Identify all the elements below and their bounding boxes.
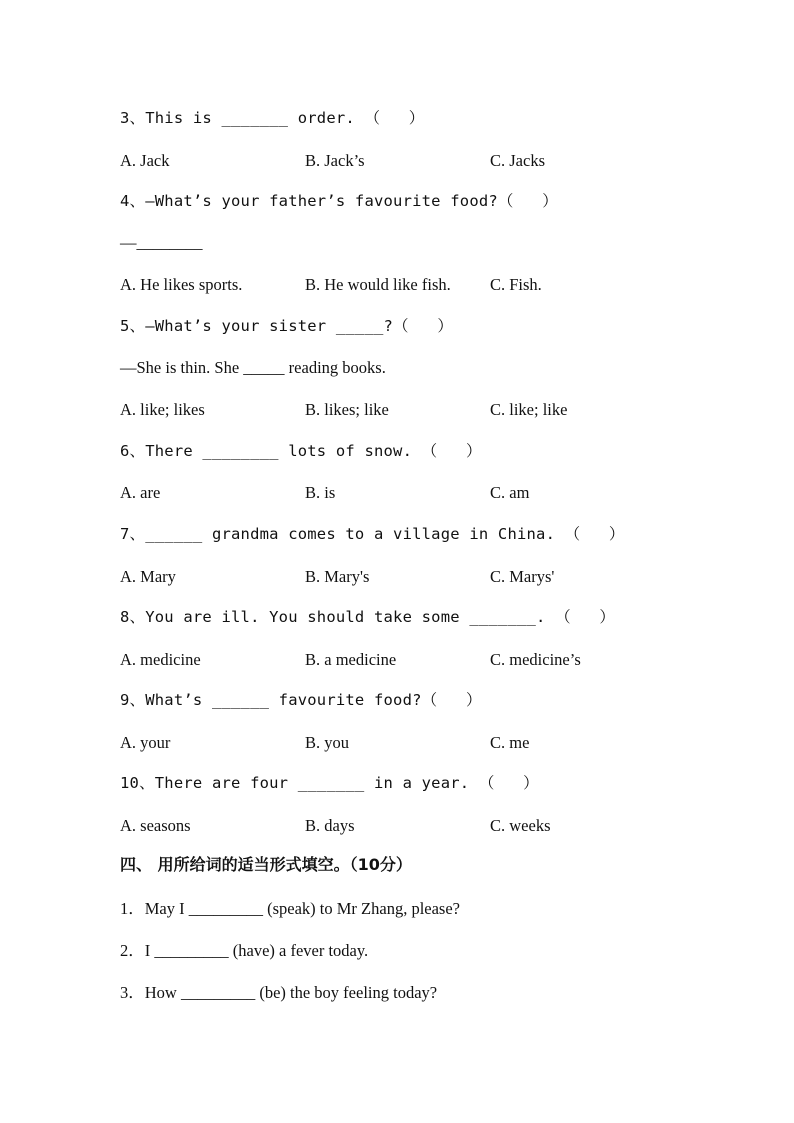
question-5-reply: —She is thin. She _____ reading books.: [120, 358, 386, 377]
question-5-option-b: B. likes; like: [305, 400, 389, 419]
question-3-option-c: C. Jacks: [490, 151, 545, 170]
question-8-option-a: A. medicine: [120, 650, 201, 669]
question-4-stem: 4、—What’s your father’s favourite food?（ ）: [120, 192, 558, 210]
question-8-option-b: B. a medicine: [305, 650, 397, 669]
question-6-stem: 6、There ________ lots of snow. （ ）: [120, 442, 482, 460]
section-4-heading: 四、 用所给词的适当形式填空。（10分）: [120, 855, 412, 874]
question-9-stem: 9、What’s ______ favourite food?（ ）: [120, 691, 482, 709]
question-8-option-c: C. medicine’s: [490, 650, 581, 669]
question-3-option-b: B. Jack’s: [305, 151, 365, 170]
question-4-answer-line: —________: [120, 233, 203, 252]
question-10-option-b: B. days: [305, 816, 355, 835]
fill-in-item-3: 3．How _________ (be) the boy feeling today?: [120, 983, 438, 1002]
question-3-option-a: A. Jack: [120, 151, 170, 170]
question-5-option-a: A. like; likes: [120, 400, 205, 419]
question-10-stem: 10、There are four _______ in a year. （ ）: [120, 774, 539, 792]
question-8-stem: 8、You are ill. You should take some _______. （ ）: [120, 608, 616, 626]
question-7-stem: 7、______ grandma comes to a village in China. （ ）: [120, 525, 625, 543]
question-10-option-a: A. seasons: [120, 816, 191, 835]
question-9-option-a: A. your: [120, 733, 171, 752]
question-6-option-a: A. are: [120, 483, 161, 502]
question-4-option-c: C. Fish.: [490, 275, 542, 294]
question-10-option-c: C. weeks: [490, 816, 551, 835]
question-5-option-c: C. like; like: [490, 400, 568, 419]
question-7-option-c: C. Marys': [490, 567, 555, 586]
question-7-option-a: A. Mary: [120, 567, 176, 586]
question-5-stem: 5、—What’s your sister _____?（ ）: [120, 317, 454, 335]
question-6-option-c: C. am: [490, 483, 530, 502]
fill-in-item-1: 1．May I _________ (speak) to Mr Zhang, please?: [120, 899, 460, 918]
question-4-option-a: A. He likes sports.: [120, 275, 243, 294]
question-9-option-b: B. you: [305, 733, 350, 752]
question-4-option-b: B. He would like fish.: [305, 275, 451, 294]
question-3-stem: 3、This is _______ order. （ ）: [120, 109, 425, 127]
question-6-option-b: B. is: [305, 483, 336, 502]
question-9-option-c: C. me: [490, 733, 530, 752]
question-7-option-b: B. Mary's: [305, 567, 370, 586]
fill-in-item-2: 2．I _________ (have) a fever today.: [120, 941, 369, 960]
